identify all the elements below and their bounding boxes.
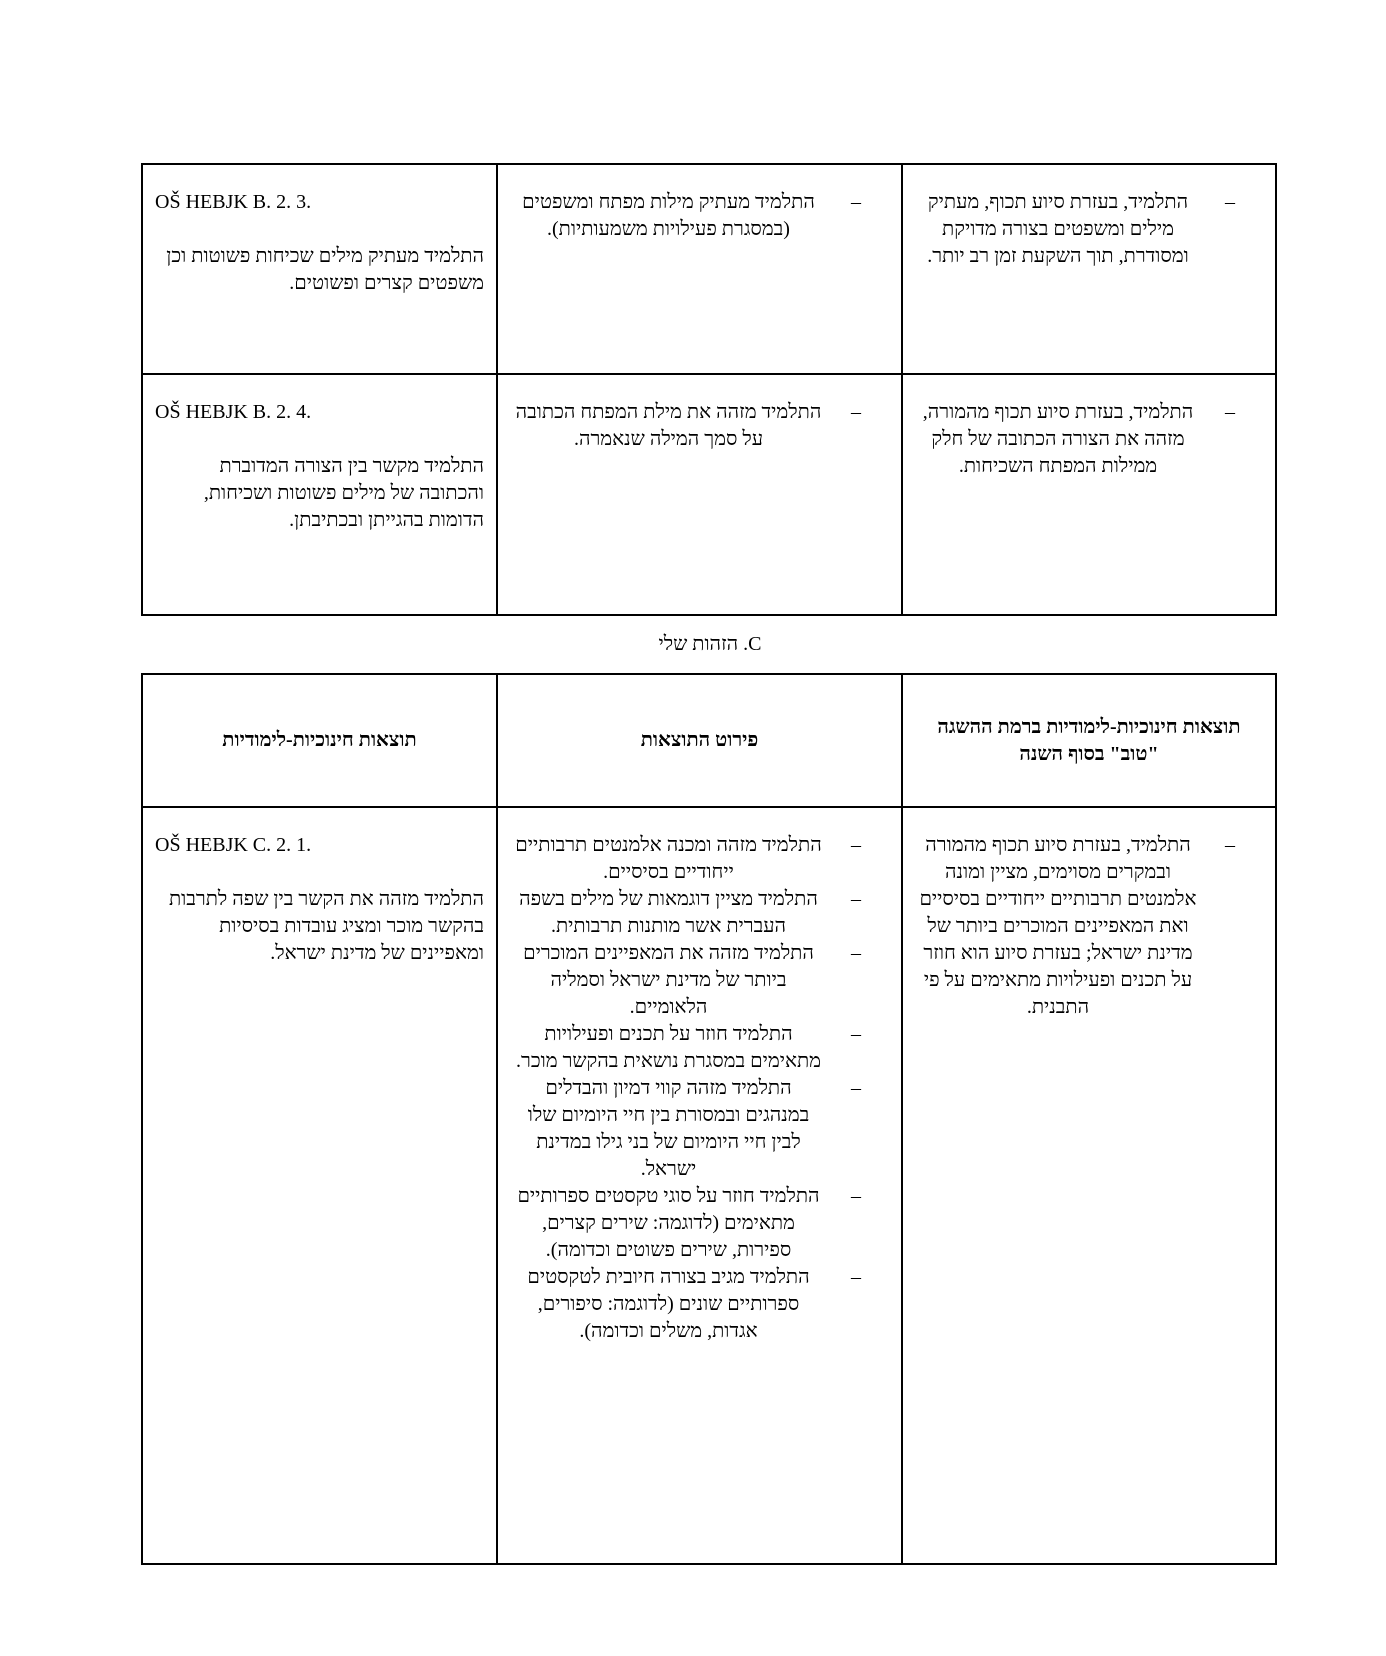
bullet-item — [510, 1075, 889, 1183]
header-good-level: תוצאות חינוכיות-לימודיות ברמת ההשגה "טוב" בסוף השנה — [902, 674, 1276, 807]
details-text: התלמיד מגיב בצורה חיובית לטקסטים ספרותיים שונים (לדוגמה: סיפורים, אגדות, משלים וכדומה). — [527, 1266, 810, 1342]
bullet-dash: – — [851, 942, 861, 964]
details-text: התלמיד חוזר על תכנים ופעילויות מתאימים במסגרת נושאית בהקשר מוכר. — [516, 1023, 821, 1072]
bullet-item — [510, 1264, 889, 1345]
cell-outcome-c21 — [142, 807, 497, 1564]
header-details: פירוט התוצאות — [497, 674, 902, 807]
table-row — [142, 374, 1276, 615]
bullet-item — [510, 399, 889, 453]
bullet-dash: – — [851, 401, 861, 423]
cell-details-c21 — [497, 807, 902, 1564]
bullet-dash: – — [1225, 191, 1235, 213]
cell-details-b23 — [497, 164, 902, 374]
cell-good-level-b24 — [902, 374, 1276, 615]
bullet-dash: – — [851, 1185, 861, 1207]
good-level-text: התלמיד, בעזרת סיוע תכוף, מעתיק מילים ומשפטים בצורה מדויקת ומסודרת, תוך השקעת זמן רב יותר. — [927, 191, 1189, 267]
table-row — [142, 164, 1276, 374]
outcome-text: התלמיד מעתיק מילים שכיחות פשוטות וכן משפטים קצרים ופשוטים. — [166, 245, 484, 294]
good-level-text: התלמיד, בעזרת סיוע תכוף מהמורה, מזהה את הצורה הכתובה של חלק ממילות המפתח השכיחות. — [922, 401, 1194, 477]
bullet-dash: – — [851, 1266, 861, 1288]
table-c-outcomes — [141, 673, 1277, 1565]
details-text: התלמיד מזהה קווי דמיון והבדלים במנהגים ובמסורת בין חיי היומיום שלו לבין חיי היומיום של בני גילו במדינת ישראל. — [527, 1077, 810, 1180]
details-text: התלמיד מזהה את המאפיינים המוכרים ביותר של מדינת ישראל וסמליה הלאומיים. — [523, 942, 814, 1018]
bullet-item — [510, 1183, 889, 1264]
bullet-item — [510, 189, 889, 243]
document-page — [143, 163, 1277, 1565]
cell-outcome-b24 — [142, 374, 497, 615]
bullet-item — [915, 399, 1263, 480]
outcome-text: התלמיד מקשר בין הצורה המדוברת והכתובה של מילים פשוטות ושכיחות, הדומות בהגייתן ובכתיבתן. — [203, 455, 484, 531]
cell-good-level-b23 — [902, 164, 1276, 374]
table-b-outcomes — [141, 163, 1277, 616]
bullet-item — [510, 886, 889, 940]
bullet-dash: – — [851, 834, 861, 856]
good-level-text: התלמיד, בעזרת סיוע תכוף מהמורה ובמקרים מסוימים, מציין ומונה אלמנטים תרבותיים ייחודיים בסיסיים ואת המאפיינים המוכרים ביותר של מדינת ישראל; בעזרת סיוע הוא חוזר על תכנים ופעילויות מתאימים על פי התבנית. — [919, 834, 1197, 1018]
header-outcomes: תוצאות חינוכיות-לימודיות — [142, 674, 497, 807]
details-text: התלמיד מזהה ומכנה אלמנטים תרבותיים ייחודיים בסיסיים. — [515, 834, 822, 883]
bullet-item — [510, 1021, 889, 1075]
details-text: התלמיד מעתיק מילות מפתח ומשפטים (במסגרת פעילויות משמעותיות). — [522, 191, 815, 240]
bullet-dash: – — [851, 1077, 861, 1099]
details-text: התלמיד מציין דוגמאות של מילים בשפה העברית אשר מותנות תרבותית. — [519, 888, 818, 937]
section-heading: C. הזהות שלי — [658, 633, 762, 655]
cell-details-b24 — [497, 374, 902, 615]
bullet-dash: – — [1225, 401, 1235, 423]
bullet-dash: – — [851, 888, 861, 910]
outcome-id: OŠ HEBJK C. 2. 1. — [155, 834, 312, 856]
outcome-text: התלמיד מזהה את הקשר בין שפה לתרבות בהקשר מוכר ומציג עובדות בסיסיות ומאפיינים של מדינת ישראל. — [168, 888, 484, 964]
table-row — [142, 807, 1276, 1564]
bullet-item — [510, 832, 889, 886]
cell-outcome-b23 — [142, 164, 497, 374]
bullet-dash: – — [851, 191, 861, 213]
details-text: התלמיד מזהה את מילת המפתח הכתובה על סמך המילה שנאמרה. — [515, 401, 822, 450]
bullet-item — [915, 189, 1263, 270]
bullet-item — [510, 940, 889, 1021]
bullet-dash: – — [851, 1023, 861, 1045]
details-text: התלמיד חוזר על סוגי טקסטים ספרותיים מתאימים (לדוגמה: שירים קצרים, ספירות, שירים פשוטים וכדומה). — [517, 1185, 820, 1261]
cell-good-level-c21 — [902, 807, 1276, 1564]
bullet-item — [915, 832, 1263, 1021]
table-header-row — [142, 674, 1276, 807]
bullet-dash: – — [1225, 834, 1235, 856]
outcome-id: OŠ HEBJK B. 2. 3. — [155, 191, 312, 213]
outcome-id: OŠ HEBJK B. 2. 4. — [155, 401, 312, 423]
